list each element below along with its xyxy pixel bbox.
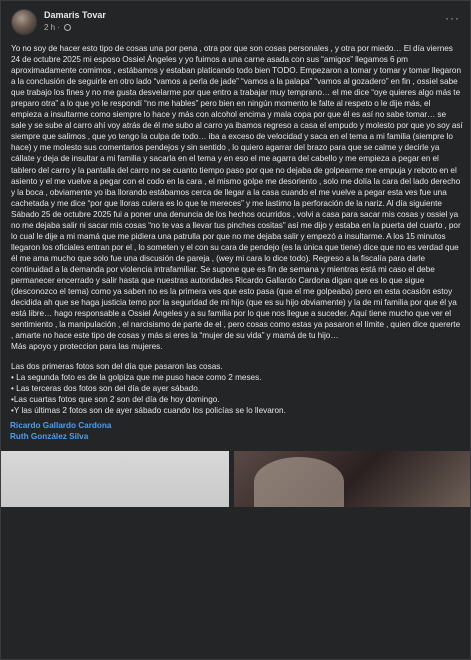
photo-note: Las dos primeras fotos son del día que pasaron las cosas. (11, 362, 223, 371)
photo-notes (11, 361, 463, 416)
photo-thumbnail[interactable] (1, 451, 229, 507)
tag-link[interactable]: Ruth González Silva (10, 432, 89, 441)
photo-note: • La segunda foto es de la golpiza que me puso hace como 2 meses. (11, 373, 262, 382)
more-options-icon[interactable]: ··· (445, 11, 460, 25)
post-meta (44, 23, 71, 32)
author-name[interactable]: Damaris Tovar (44, 10, 106, 20)
post-closing: Más apoyo y proteccion para las mujeres. (11, 342, 163, 351)
photo-note: • Las terceras dos fotos son del día de ayer sábado. (11, 384, 201, 393)
post-time[interactable]: 2 h · (44, 23, 61, 32)
tag-list (10, 420, 111, 442)
post-photos[interactable] (1, 451, 471, 507)
globe-icon (64, 24, 71, 31)
post-body: Yo no soy de hacer esto tipo de cosas una por pena , otra por que son cosas personales , y otra por miedo… El día viernes 24 de octubre 2025 mi esposo Ossiel Ángeles y yo fuimos a una carne asada con sus “amigos” llegamos 6 pm aproximadamente comimos , estábamos y estaban platicando todo bien TODO. Empezaron a tomar y tomar y tomar llegaron a la conclusión de seguirle en otro lado “vamos a perla de jade” “vamos a la palapa” “vamos al gozadero” en fin , ossiel sabe que trabajo los fines y no me gusta desvelarme por que entro a trabajar muy temprano… el me dice “oye quieres algo más te preparo otra” a lo que yo le respondí “no me hables” pero bien en ningún momento le falte al respeto o le dije más, el empieza a insultarme como siempre lo hace y más con alcohol encima y mala copa por que él es así no sabe tomar… se sale y se sube al carro ahí voy atrás de él me subo al carro ya ibamos regreso a casa el empudo y molesto por que yo soy así siempre que salimos , que yo tengo la culpa de todo… iba a exceso de velocidad y saca en el tema a mi familia (siempre lo hace) y me molesto sus comentarios pendejos y sin sentido , lo quiero agarrar del brazo para que se calme y decirle ya cállate y deja de insultar a mi familia y sacarla en el tema y en eso el me agarra del cabello y me empieza a pegar en el tablero del carro y la pantalla del carro no se cuanto tiempo paso por que no dejaba de golpearme me empuja y reboto en el asiento y el me vuelve a pegar con el codo en la cara , el mismo golpe me desoriento , solo me dolía la cara del lado derecho y la boca , obviamente yo iba llorando estábamos cerca de llegar a la casa cuando el me vuelve a pegar esta ves fue una cachetada y me dice “por que lloras culera es lo que te mereces” y me lastimo la perforación de la nariz. Al día siguiente Sábado 25 de octubre 2025 fui a poner una denuncia de los hechos ocurridos , volvi a casa para sacar mis cosas y ossiel ya no me dejaba salir ni sacar mis cosas “no te vas a llevar tus pinches cositas” así me dijo y estaba en la puerta del cuarto , por lo cual le dije a mi mamá que me pidiera una patrulla por que no me dejaba salir y empezó a insultarme. A los 15 minutos llegaron los oficiales entran por el , lo someten y el con su cara de pendejo (es la única que tiene) dice que no es verdad que él me ama mucho que solo fue una discusión de pareja , (wey mi cara lo dice todo). Regreso a la fiscalía para darle continuidad a la demanda por violencia intrafamiliar. Se supone que es fin de semana y mientras está mi caso el debe permanecer encerrado y salir hasta que nuestras autoridades Ricardo Gallardo Cardona digan que es lo que sigue (desconozco el tema) como ya saben no es la primera ves que esto pasa (que el me golpeaba) pero en esta ocasión estoy decidida ah que se haga justicia temo por la seguridad de mi hijo (que es su hijo obviamente) y la de mi familia por que él ya está libre… hago responsable a Ossiel Ángeles y a su familia por lo que nos llegue a suceder. Aquí tiene mucho que ver el sentimiento , la manipulación , el narcisismo de parte de el , pero cosas como estas ya pasaron el límite , quien dice quererte , amarte no hace este tipo de cosas y más si eres la “mujer de su vida” y mamá de tu hijo… (11, 44, 463, 341)
author-avatar[interactable] (11, 9, 37, 35)
photo-note: •Y las últimas 2 fotos son de ayer sábado cuando los policías se lo llevaron. (11, 406, 286, 415)
photo-thumbnail[interactable] (234, 451, 471, 507)
tag-link[interactable]: Ricardo Gallardo Cardona (10, 421, 112, 430)
photo-note: •Las cuartas fotos que son 2 son del día de hoy domingo. (11, 395, 220, 404)
post-header (11, 9, 462, 43)
